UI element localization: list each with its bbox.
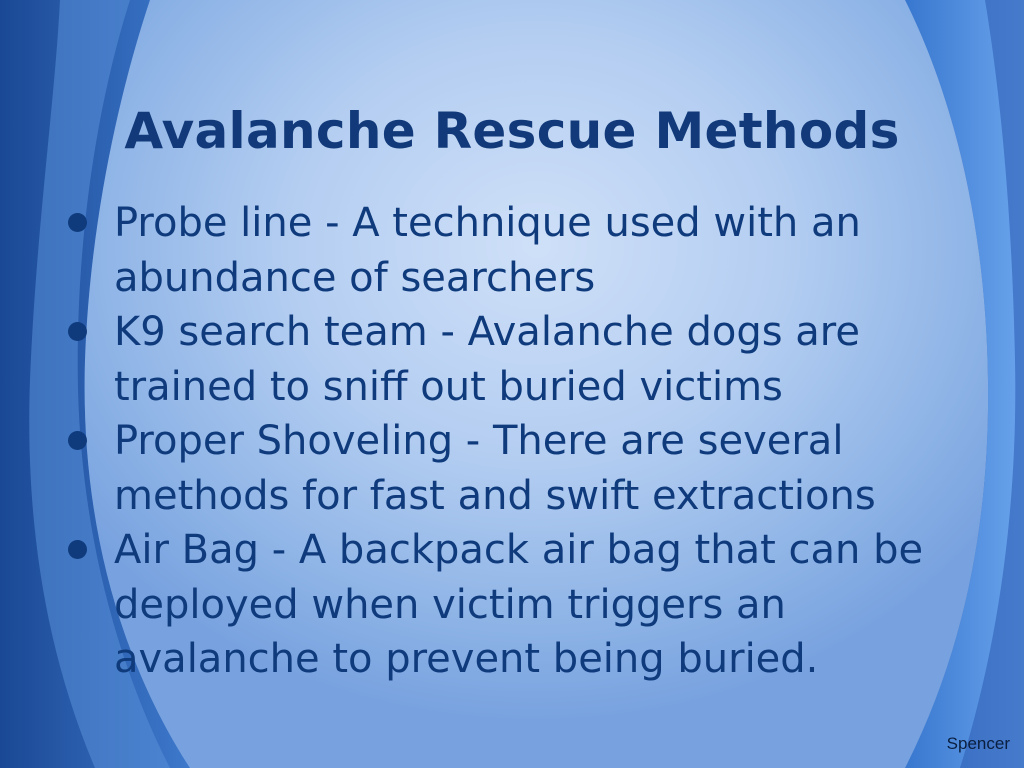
bullet-dot-icon [68, 322, 87, 341]
bullet-dot-icon [68, 431, 87, 450]
bullet-text: Air Bag - A backpack air bag that can be deployed when victim triggers an avalanche to prevent being buried. [114, 527, 924, 682]
bullet-text: Proper Shoveling - There are several methods for fast and swift extractions [114, 418, 876, 519]
slide-title: Avalanche Rescue Methods [124, 102, 900, 160]
bullet-item-proper-shoveling [60, 414, 960, 523]
bullet-item-probe-line [60, 196, 960, 305]
bullet-item-k9-search-team [60, 305, 960, 414]
bullet-dot-icon [68, 540, 87, 559]
author-name: Spencer [946, 734, 1010, 753]
bullet-dot-icon [68, 213, 87, 232]
bullet-text: Probe line - A technique used with an abundance of searchers [114, 200, 861, 301]
bullet-item-air-bag [60, 523, 960, 687]
bullet-text: K9 search team - Avalanche dogs are trained to sniff out buried victims [114, 309, 860, 410]
bullet-list [60, 196, 960, 687]
